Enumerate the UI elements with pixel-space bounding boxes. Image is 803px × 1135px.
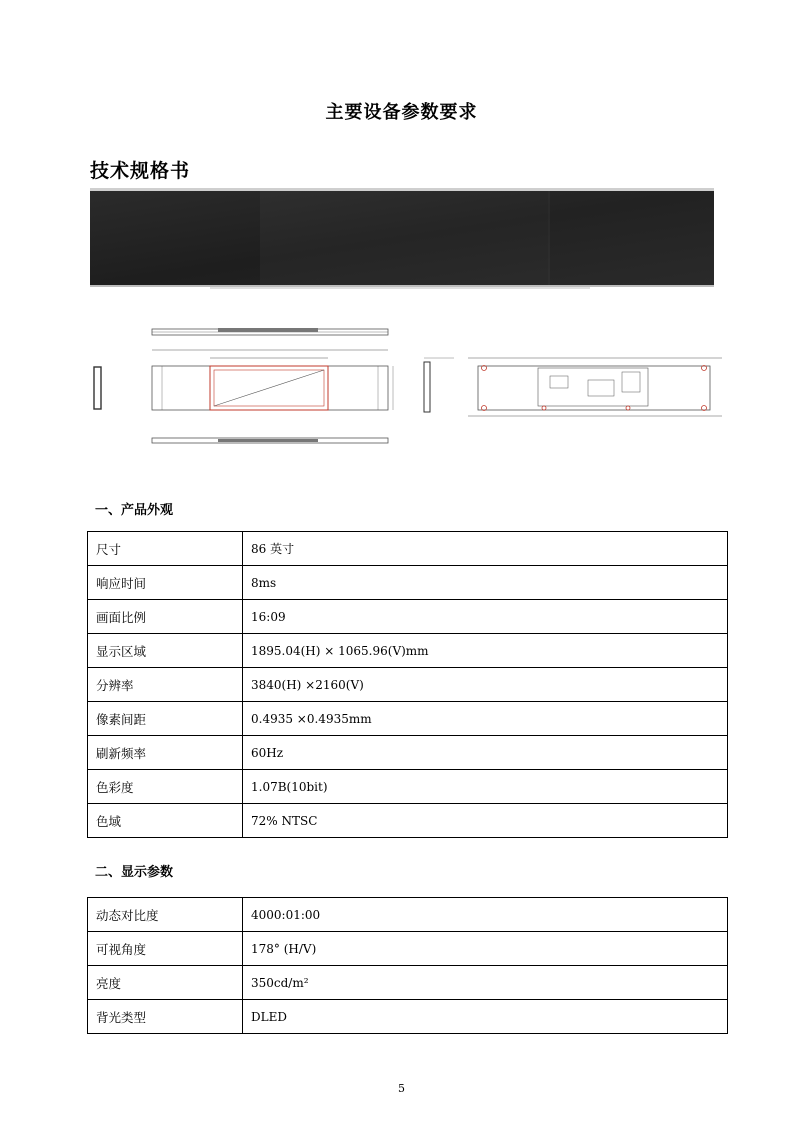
spec-value: 0.4935 ×0.4935mm	[243, 702, 728, 736]
spec-label: 动态对比度	[88, 898, 243, 932]
spec-heading: 技术规格书	[90, 160, 191, 182]
technical-drawing	[88, 322, 734, 452]
table-row	[88, 634, 728, 668]
spec-label: 画面比例	[88, 600, 243, 634]
spec-value: 3840(H) ×2160(V)	[243, 668, 728, 702]
spec-value: 1895.04(H) × 1065.96(V)mm	[243, 634, 728, 668]
spec-value: 72% NTSC	[243, 804, 728, 838]
page-number: 5	[398, 1082, 405, 1095]
table-row	[88, 600, 728, 634]
table-row	[88, 668, 728, 702]
display-spec-table	[87, 897, 728, 1034]
spec-value: 16:09	[243, 600, 728, 634]
table-row	[88, 770, 728, 804]
table-row	[88, 966, 728, 1000]
spec-value: 350cd/m²	[243, 966, 728, 1000]
spec-label: 背光类型	[88, 1000, 243, 1034]
product-photo	[90, 188, 714, 290]
spec-value: 86 英寸	[243, 532, 728, 566]
spec-value: 1.07B(10bit)	[243, 770, 728, 804]
table-row	[88, 566, 728, 600]
spec-label: 响应时间	[88, 566, 243, 600]
appearance-spec-table	[87, 531, 728, 838]
spec-value: DLED	[243, 1000, 728, 1034]
spec-label: 像素间距	[88, 702, 243, 736]
spec-label: 可视角度	[88, 932, 243, 966]
section-heading-display: 二、显示参数	[95, 865, 174, 880]
spec-label: 尺寸	[88, 532, 243, 566]
spec-label: 亮度	[88, 966, 243, 1000]
table-row	[88, 736, 728, 770]
spec-label: 色域	[88, 804, 243, 838]
page-title: 主要设备参数要求	[325, 102, 478, 123]
spec-value: 8ms	[243, 566, 728, 600]
table-row	[88, 804, 728, 838]
spec-value: 4000:01:00	[243, 898, 728, 932]
spec-label: 色彩度	[88, 770, 243, 804]
table-row	[88, 932, 728, 966]
table-row	[88, 1000, 728, 1034]
spec-label: 分辨率	[88, 668, 243, 702]
spec-label: 显示区域	[88, 634, 243, 668]
section-heading-appearance: 一、产品外观	[95, 503, 174, 518]
spec-value: 60Hz	[243, 736, 728, 770]
table-row	[88, 702, 728, 736]
spec-value: 178° (H/V)	[243, 932, 728, 966]
spec-label: 刷新频率	[88, 736, 243, 770]
table-row	[88, 532, 728, 566]
table-row	[88, 898, 728, 932]
